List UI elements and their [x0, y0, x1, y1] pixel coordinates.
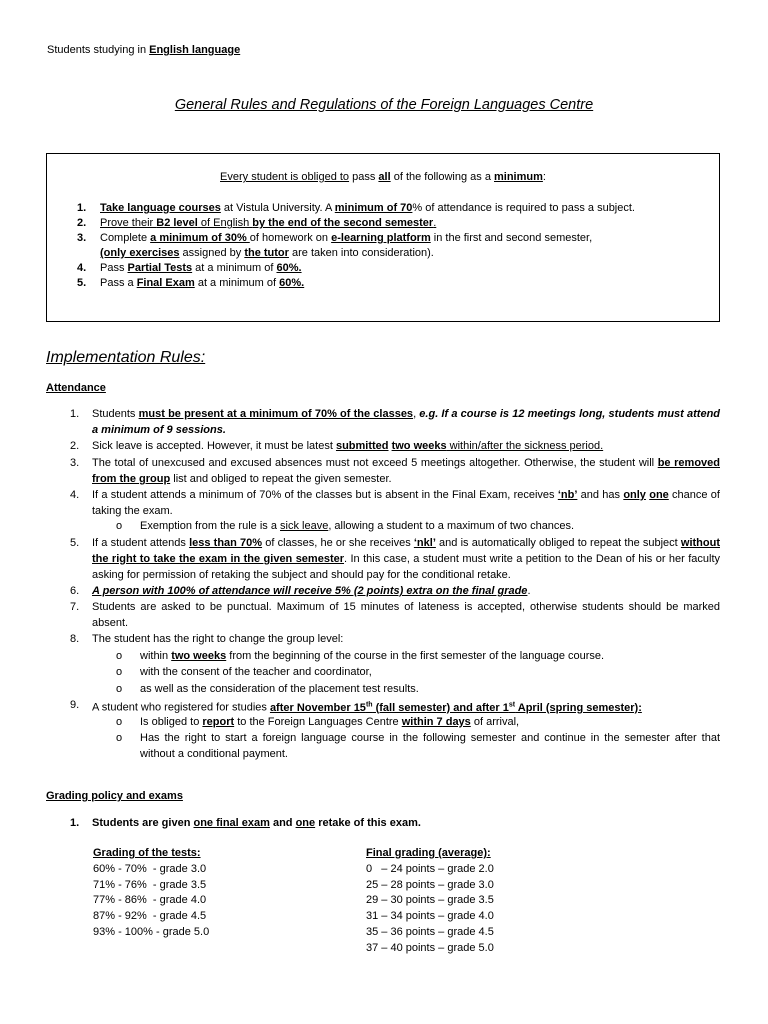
test-grading-row: 77% - 86% - grade 4.0 [93, 894, 207, 907]
test-grading-row: 87% - 92% - grade 4.5 [93, 910, 207, 923]
language-value: English language [149, 44, 241, 56]
final-grading-row: 29 – 30 points – grade 3.5 [366, 894, 494, 907]
language-prefix: Students studying in [47, 44, 150, 56]
final-grading-row: 35 – 36 points – grade 4.5 [366, 925, 494, 938]
test-grading-row: 60% - 70% - grade 3.0 [93, 862, 207, 875]
test-grading-row: 93% - 100% - grade 5.0 [93, 925, 210, 938]
final-grading-row: 0 – 24 points – grade 2.0 [366, 862, 494, 875]
course-language-label [47, 44, 240, 56]
test-grading-heading: Grading of the tests: [93, 847, 201, 859]
final-grading-row: 25 – 28 points – grade 3.0 [366, 878, 494, 891]
final-grading-table [366, 846, 494, 957]
test-grading-table [93, 846, 209, 941]
final-grading-row: 31 – 34 points – grade 4.0 [366, 910, 494, 923]
attendance-heading: Attendance [46, 382, 106, 394]
box-intro: Every student is obliged to pass all of the following as a minimum: [220, 171, 546, 183]
final-grading-row: 37 – 40 points – grade 5.0 [366, 941, 494, 954]
minimum-requirements-box: Every student is obliged to pass all of the following as a minimum: 1. Take language courses at Vistula University. A minimum of 70% of attendance is required to pass a subject. 2. Prove their B2 level of English by the end of the second semester. 3. Complete a minimum of 30% of homework on e-learning platform in the first and second semester, (only exercises assigned by the tutor are taken into consideration). 4. Pass Partial Tests at a minimum of 60%. 5. Pass a Final Exam at a minimum of 60%. [46, 153, 720, 322]
implementation-heading: Implementation Rules: [46, 349, 206, 366]
page-title: General Rules and Regulations of the Foreign Languages Centre [174, 97, 594, 113]
test-grading-row: 71% - 76% - grade 3.5 [93, 878, 207, 891]
grading-heading: Grading policy and exams [46, 790, 183, 802]
final-grading-heading: Final grading (average): [366, 847, 491, 859]
